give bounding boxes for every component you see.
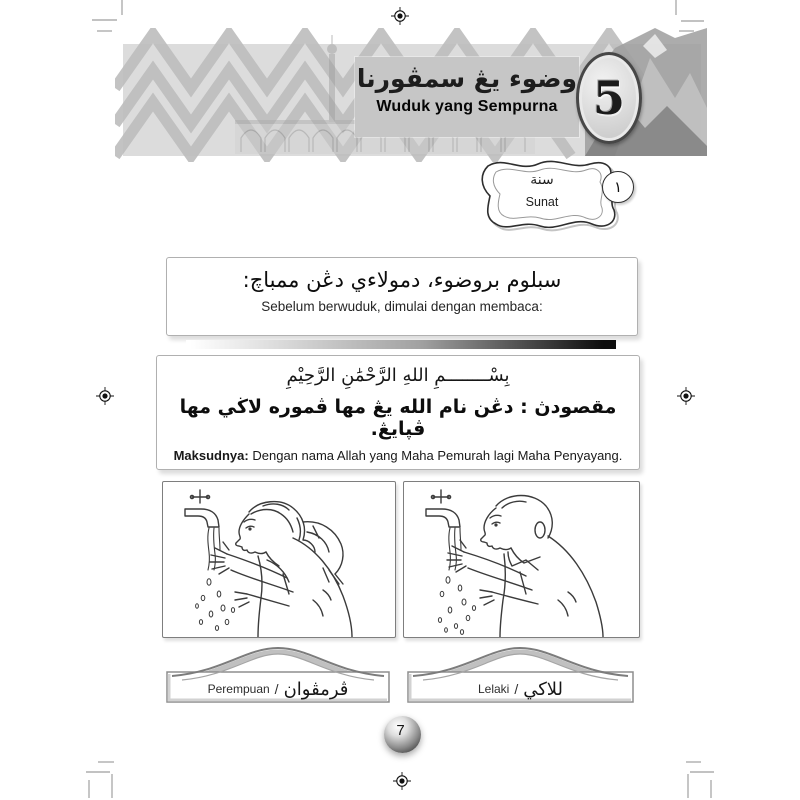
chapter-title-box bbox=[355, 57, 579, 137]
caption-boy bbox=[408, 676, 633, 702]
girl-figure bbox=[210, 502, 352, 637]
tap-icon bbox=[426, 490, 460, 527]
caption-boy-rumi: Lelaki bbox=[477, 682, 510, 696]
figure-panel-boy bbox=[403, 481, 640, 638]
page-number: 7 bbox=[396, 722, 405, 739]
bismillah-box bbox=[156, 355, 640, 470]
registration-mark-bottom bbox=[393, 772, 411, 790]
sunat-label bbox=[483, 172, 601, 209]
intro-box bbox=[166, 257, 638, 336]
caption-separator: / bbox=[274, 681, 279, 697]
minaret bbox=[329, 54, 335, 122]
caption-separator: / bbox=[514, 681, 519, 697]
caption-boy-jawi: للاكي bbox=[523, 678, 564, 700]
registration-mark-right bbox=[677, 387, 695, 405]
meaning-jawi-text: مقصودڽ : دڠن نام الله يڠ مها ڤموره لاڬي مها ڤڽايڠ. bbox=[179, 396, 617, 440]
caption-girl-rumi: Perempuan bbox=[207, 682, 270, 696]
registration-mark-left bbox=[96, 387, 114, 405]
water-splash bbox=[438, 577, 475, 635]
caption-girl bbox=[167, 676, 389, 702]
water-splash bbox=[196, 579, 235, 631]
registration-mark-top bbox=[391, 7, 409, 25]
boy-wudu-illustration bbox=[404, 482, 639, 637]
chapter-number-badge: 5 bbox=[576, 52, 642, 144]
bismillah-calligraphy: بِسْــــــــمِ اللهِ الرَّحْمَٰنِ الرَّحِيْمِ bbox=[286, 365, 510, 386]
tap-icon bbox=[185, 490, 219, 527]
sunat-label-arabic: سنة bbox=[530, 172, 554, 188]
meaning-rumi-body: Dengan nama Allah yang Maha Pemurah lagi Maha Penyayang. bbox=[252, 448, 623, 463]
gradient-divider bbox=[186, 340, 616, 349]
girl-wudu-illustration bbox=[163, 482, 395, 637]
item-number-circle: ١ bbox=[602, 171, 634, 203]
meaning-rumi-text bbox=[157, 448, 639, 463]
figure-panel-girl bbox=[162, 481, 396, 638]
intro-jawi-text: سبلوم بروضوء، دمولاءي دڠن ممباچ: bbox=[242, 268, 562, 292]
chapter-title-rumi: Wuduk yang Sempurna bbox=[376, 98, 558, 115]
chapter-title-jawi: وضوء يڠ سمڤورنا bbox=[356, 64, 578, 93]
boy-figure bbox=[447, 496, 603, 638]
meaning-label: Maksudnya: bbox=[173, 448, 249, 463]
intro-rumi-text: Sebelum berwuduk, dimulai dengan membaca: bbox=[261, 299, 543, 314]
caption-girl-jawi: ڤرمڤوان bbox=[283, 678, 349, 700]
sunat-label-rumi: Sunat bbox=[525, 195, 559, 209]
page-number-ball bbox=[384, 716, 421, 753]
